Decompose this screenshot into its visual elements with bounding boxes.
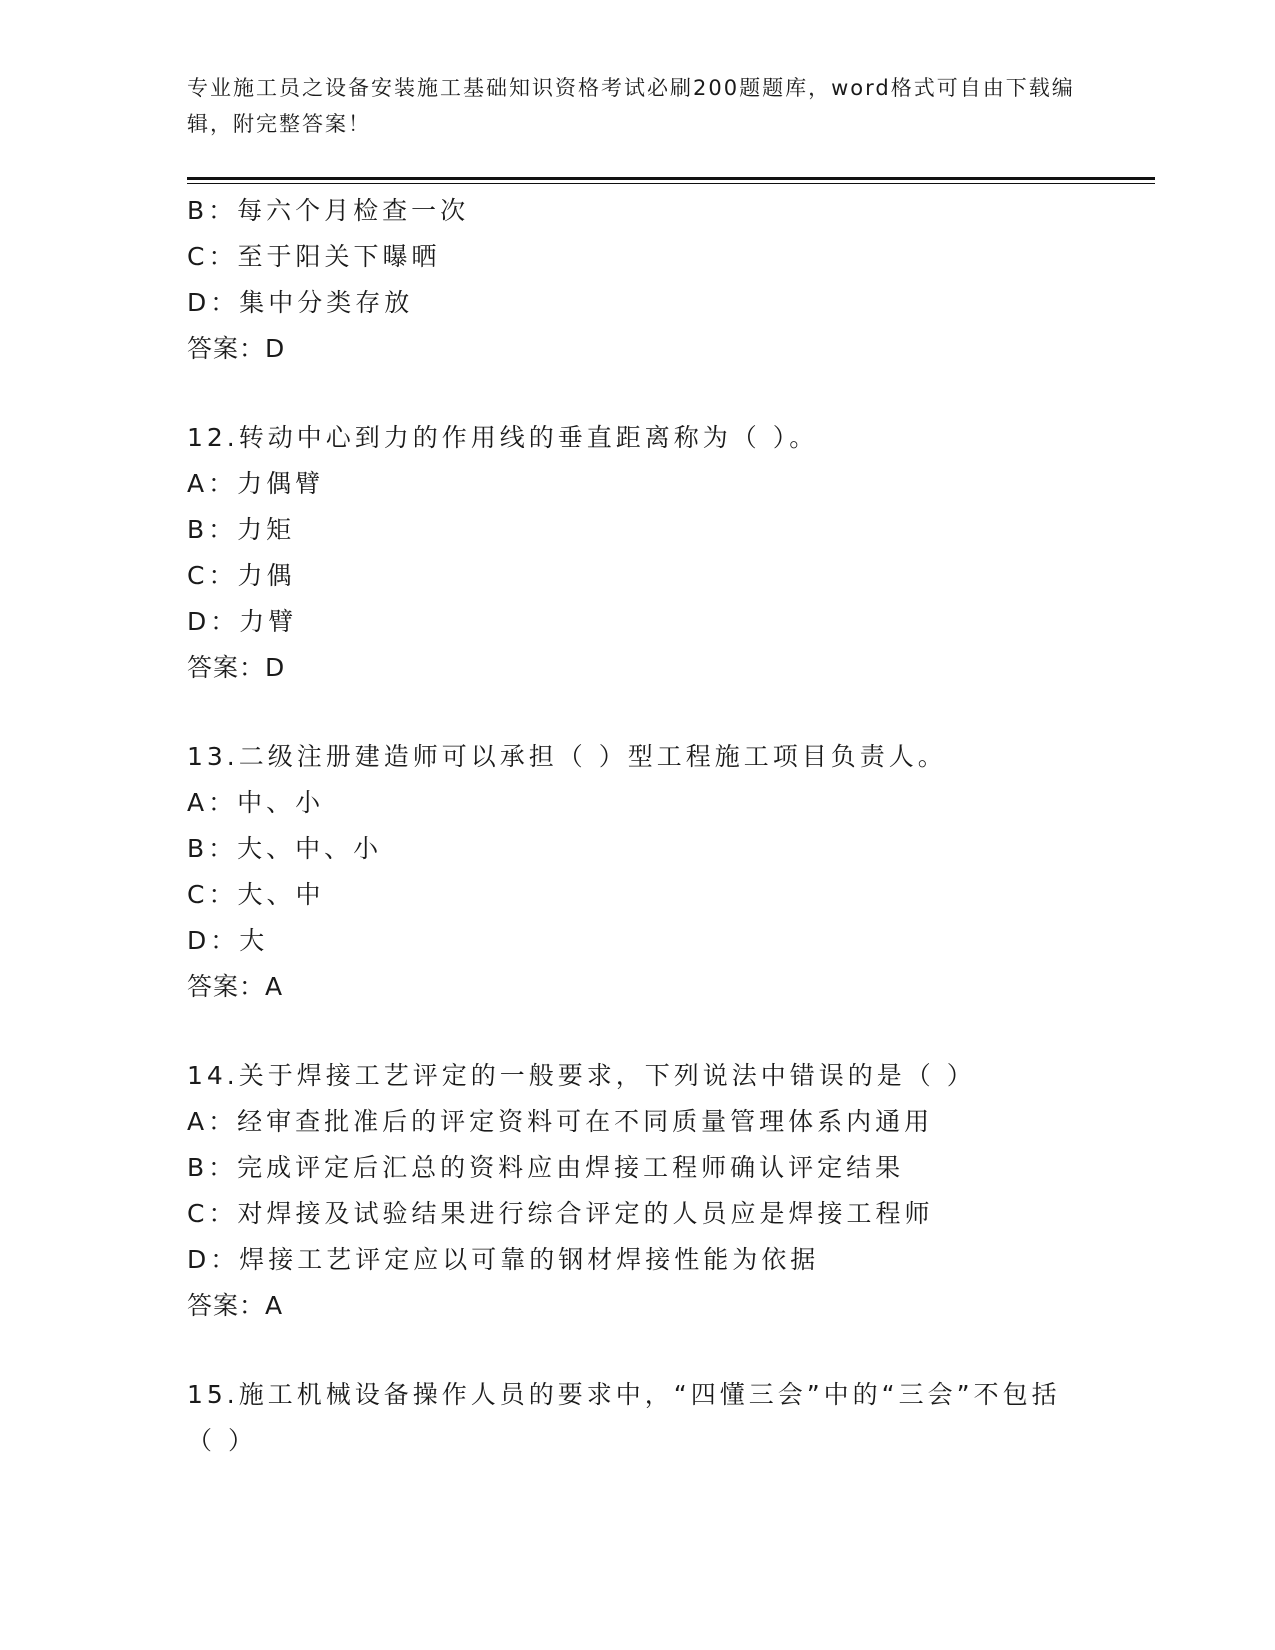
option-b: B：大、中、小 [187,834,383,863]
partial-question [187,188,1087,372]
question-list [187,188,1087,1464]
option-c: C：对焊接及试验结果进行综合评定的人员应是焊接工程师 [187,1199,934,1228]
answer-line: 答案：A [187,1291,284,1320]
document-header: 专业施工员之设备安装施工基础知识资格考试必刷200题题库，word格式可自由下载编辑，附完整答案！ [187,76,1075,136]
option-c: C：至于阳关下曝晒 [187,242,441,271]
option-d: D：集中分类存放 [187,288,414,317]
question-stem: 14.关于焊接工艺评定的一般要求，下列说法中错误的是（ ） [187,1061,976,1090]
option-a: A：中、小 [187,788,325,817]
option-d: D：焊接工艺评定应以可靠的钢材焊接性能为依据 [187,1245,820,1274]
answer-line: 答案：A [187,972,284,1001]
header-rule-thin [187,183,1155,184]
question-stem: 13.二级注册建造师可以承担（ ）型工程施工项目负责人。 [187,742,947,771]
option-c: C：力偶 [187,561,296,590]
answer-line: 答案：D [187,334,286,363]
option-a: A：经审查批准后的评定资料可在不同质量管理体系内通用 [187,1107,934,1136]
option-d: D：大 [187,926,269,955]
question-stem: 12.转动中心到力的作用线的垂直距离称为（ ）。 [187,423,819,452]
option-b: B：完成评定后汇总的资料应由焊接工程师确认评定结果 [187,1153,905,1182]
option-c: C：大、中 [187,880,325,909]
answer-line: 答案：D [187,653,286,682]
question-stem: 15.施工机械设备操作人员的要求中，“四懂三会”中的“三会”不包括（ ） [187,1380,1061,1455]
option-a: A：力偶臂 [187,469,325,498]
question-13 [187,734,1087,1010]
option-d: D：力臂 [187,607,298,636]
option-b: B：力矩 [187,515,296,544]
header-rule-thick [187,177,1155,180]
question-12 [187,415,1087,691]
question-14 [187,1053,1087,1329]
option-b: B：每六个月检查一次 [187,196,470,225]
question-15 [187,1372,1087,1464]
